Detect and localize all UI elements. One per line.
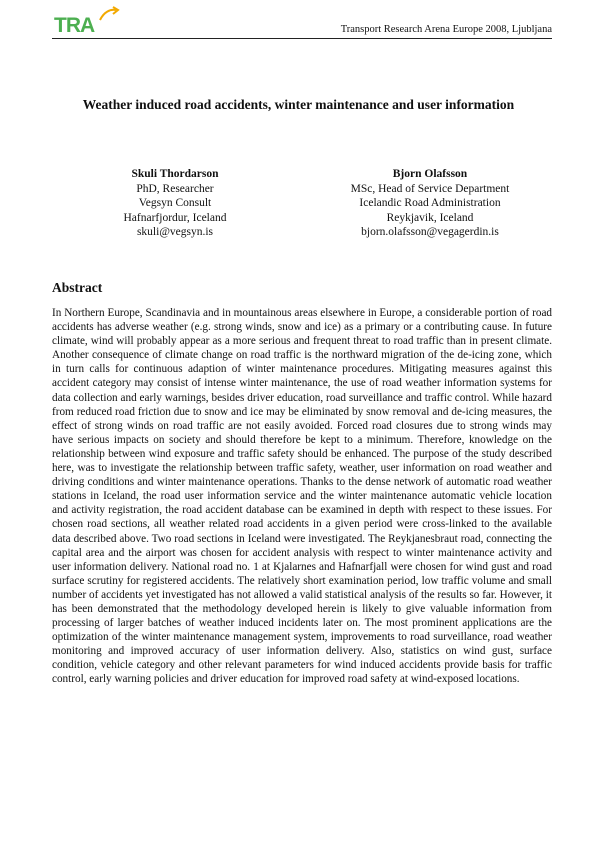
conference-name: Transport Research Arena Europe 2008, Ljubljana xyxy=(340,24,552,35)
paper-title: Weather induced road accidents, winter maintenance and user information xyxy=(82,97,515,112)
author-name: Skuli Thordarson xyxy=(131,168,219,180)
author-position: PhD, Researcher xyxy=(136,182,214,195)
author-2 xyxy=(325,167,535,240)
author-name: Bjorn Olafsson xyxy=(392,168,468,180)
author-position: MSc, Head of Service Department xyxy=(350,182,510,195)
header-rule xyxy=(52,38,552,39)
author-email: skuli@vegsyn.is xyxy=(136,226,214,239)
author-email: bjorn.olafsson@vegagerdin.is xyxy=(361,226,499,239)
author-location: Reykjavik, Iceland xyxy=(386,211,474,224)
page-header xyxy=(52,8,552,40)
abstract-heading: Abstract xyxy=(52,280,103,295)
author-organization: Icelandic Road Administration xyxy=(359,197,501,210)
logo-arrow-icon xyxy=(98,6,120,24)
logo-text: TRA xyxy=(54,14,95,37)
abstract-body: In Northern Europe, Scandinavia and in mountainous areas elsewhere in Europe, a considerable portion of road accidents has adverse weather (e.g. strong winds, snow and ice) as a primary or a contributing cause. In future climate, wind will probably appear as a more serious and frequent threat to road traffic than in present climate. Another consequence of climate change on road traffic is the northward migration of the de-icing zone, which in turn calls for continuous adaption of winter maintenance procedures. Mitigating measures against this accident category may consist of intense winter maintenance, the use of road weather information systems for data collection and early warnings, besides driver education, road surveillance and traffic control. While hazard from reduced road friction due to snow and ice may be eliminated by snow removal and de-icing measures, the effect of strong winds on road traffic are not easily avoided. Forced road closures due to strong winds may have serious impacts on society and should therefore be kept to a minimum. Therefore, knowledge on the relationship between wind exposure and traffic safety should be enhanced. The purpose of the study described here, was to investigate the relationship between traffic safety, weather, user information on road weather and driving conditions and winter maintenance operations. Thanks to the dense network of automatic road weather stations in Iceland, the road user information service and the winter maintenance automatic vehicle location and activity registration, the road accident database can be examined in depth with respect to these issues. For chosen road sections, all weather related road accidents in a given period were cross-linked to the available data described above. Two road sections in Iceland were investigated. The Reykjanesbraut road, connecting the capital area and the airport was chosen for accident analysis with respect to winter maintenance activity and user information delivery. National road no. 1 at Kjalarnes and Hafnarfjall were chosen for wind gust and road surface scrutiny for registered accidents. The relatively short examination period, low traffic volume and small number of accidents yet investigated has not allowed a valid statistical analysis of the results so far. However, it has been demonstrated that the methodology developed herein is likely to give valuable information from processing of larger batches of weather induced incidents later on. The most prominent applications are the optimization of the winter maintenance management system, improvements to road surveillance, road weather monitoring and improved accuracy of user information delivery. Also, statistics on wind gust, surface condition, vehicle category and other relevant parameters for wind induced accidents provide basis for traffic control, early warning policies and driver education for improved road safety at wind-exposed locations. xyxy=(52,307,552,686)
author-location: Hafnarfjordur, Iceland xyxy=(123,211,227,224)
author-1 xyxy=(85,167,265,240)
tra-logo xyxy=(52,8,132,40)
author-organization: Vegsyn Consult xyxy=(138,197,212,210)
